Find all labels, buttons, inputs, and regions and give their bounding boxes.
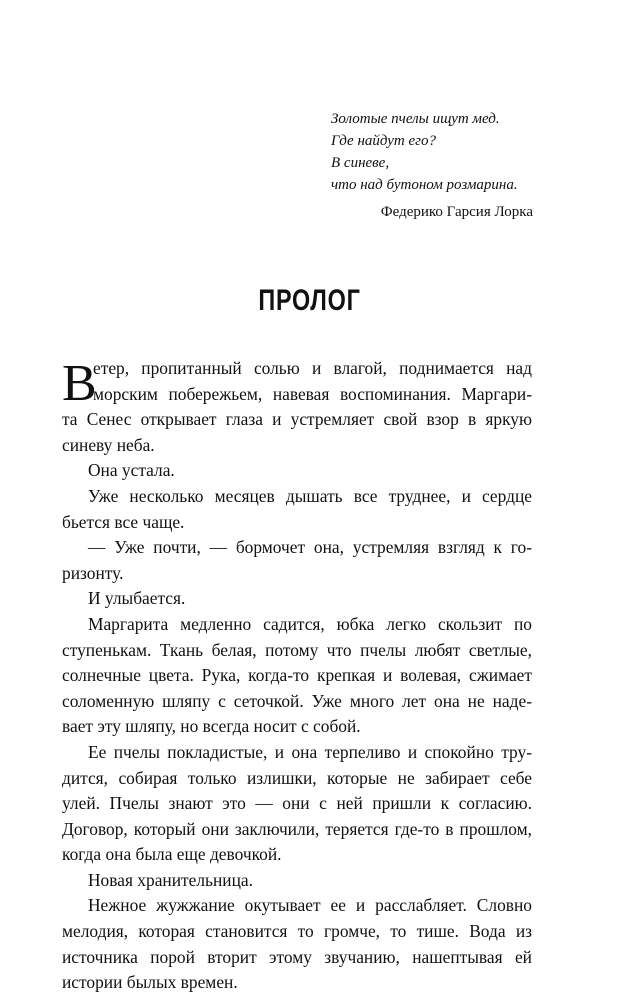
paragraph-line: етер, пропитанный солью и влагой, поднимается над bbox=[93, 358, 532, 378]
paragraph-line: соломенную шляпу с сеточкой. Уже много лет она не наде- bbox=[62, 690, 532, 711]
paragraph-line: мелодия, которая становится то громче, то тише. Вода из bbox=[62, 921, 532, 942]
body-text bbox=[62, 356, 532, 996]
paragraph-line: когда она была еще девочкой. bbox=[62, 844, 282, 865]
paragraph-line: та Сенес открывает глаза и устремляет свой взор в яркую bbox=[62, 409, 532, 430]
paragraph-line: ризонту. bbox=[62, 562, 124, 583]
paragraph-line: вает эту шляпу, но всегда носит с собой. bbox=[62, 716, 361, 737]
paragraph-line: Она устала. bbox=[88, 460, 175, 481]
chapter-title: ПРОЛОГ bbox=[258, 284, 361, 317]
drop-cap: В bbox=[62, 355, 97, 412]
paragraph-line: Уже несколько месяцев дышать все труднее, и сердце bbox=[88, 485, 532, 506]
paragraph-line: синеву неба. bbox=[62, 434, 155, 455]
paragraph-line: дится, собирая только излишки, которые не забирает себе bbox=[62, 767, 532, 788]
paragraph-line: истории былых времен. bbox=[62, 972, 238, 993]
paragraph-line: И улыбается. bbox=[88, 588, 186, 609]
epigraph-line: Где найдут его? bbox=[331, 133, 437, 149]
paragraph-line: улей. Пчелы знают это — они с ней пришли к согласию. bbox=[62, 793, 532, 814]
paragraph-line: ступенькам. Ткань белая, потому что пчелы любят светлые, bbox=[62, 639, 532, 660]
epigraph-line: Золотые пчелы ищут мед. bbox=[331, 111, 500, 127]
paragraph-line: Ее пчелы покладистые, и она терпеливо и спокойно тру- bbox=[88, 741, 532, 762]
epigraph-line: В синеве, bbox=[331, 155, 390, 171]
paragraph-line: Нежное жужжание окутывает ее и расслабляет. Словно bbox=[88, 895, 532, 916]
epigraph-author: Федерико Гарсия Лорка bbox=[380, 204, 533, 220]
epigraph-line: что над бутоном розмарина. bbox=[331, 177, 518, 193]
paragraph-line: солнечные цвета. Рука, когда-то крепкая и волевая, сжимает bbox=[62, 665, 532, 686]
paragraph-line: Новая хранительница. bbox=[88, 869, 253, 890]
paragraph-line: морским побережьем, навевая воспоминания. Маргари- bbox=[93, 383, 532, 404]
paragraph-line: — Уже почти, — бормочет она, устремляя взгляд к го- bbox=[88, 537, 532, 558]
paragraph-line: Договор, который они заключили, теряется где-то в прошлом, bbox=[62, 818, 532, 839]
epigraph bbox=[331, 108, 581, 196]
paragraph-line: Маргарита медленно садится, юбка легко скользит по bbox=[88, 613, 532, 634]
paragraph-line: бьется все чаще. bbox=[62, 511, 185, 532]
paragraph-line: источника порой вторит этому звучанию, нашептывая ей bbox=[62, 946, 532, 967]
